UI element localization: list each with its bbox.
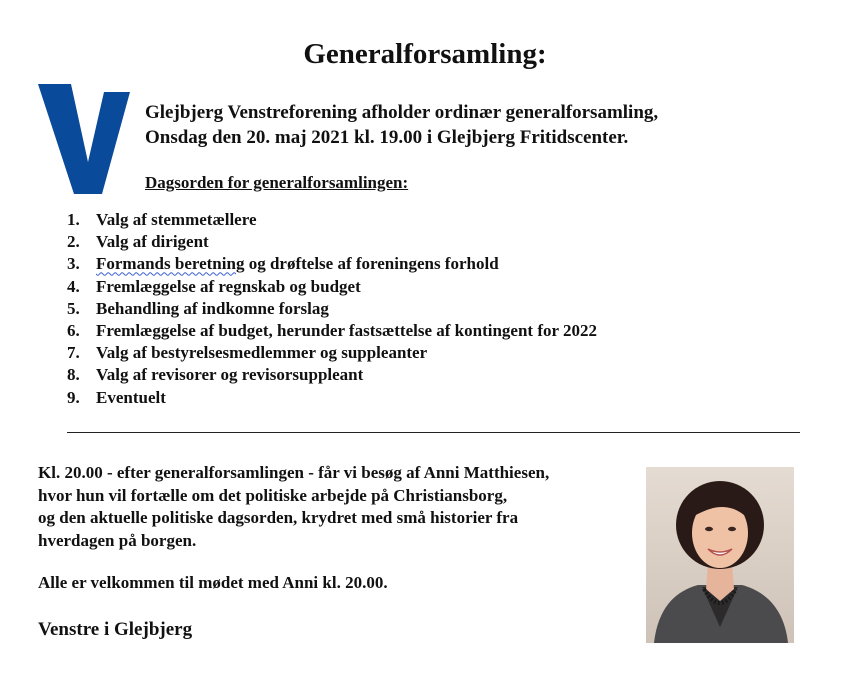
agenda-heading: Dagsorden for generalforsamlingen: (145, 173, 409, 192)
agenda-item: 8. Valg af revisorer og revisorsuppleant (67, 365, 364, 385)
speaker-photo (646, 467, 794, 643)
intro-line-2: Onsdag den 20. maj 2021 kl. 19.00 i Glejbjerg Fritidscenter. (145, 127, 629, 148)
agenda-item: 7. Valg af bestyrelsesmedlemmer og suppleanter (67, 343, 428, 363)
signature: Venstre i Glejbjerg (38, 619, 193, 640)
agenda-item: 4. Fremlæggelse af regnskab og budget (67, 276, 361, 296)
talk-paragraph (38, 462, 638, 552)
intro-text (145, 100, 658, 150)
talk-line: Kl. 20.00 - efter generalforsamlingen - får vi besøg af Anni Matthiesen, (38, 463, 550, 482)
agenda-item: 9. Eventuelt (67, 387, 166, 407)
agenda-item: 1. Valg af stemmetællere (67, 210, 257, 229)
welcome-text: Alle er velkommen til mødet med Anni kl. 20.00. (38, 573, 388, 592)
talk-line: og den aktuelle politiske dagsorden, krydret med små historier fra (38, 508, 519, 527)
agenda-list (67, 209, 597, 409)
talk-line: hverdagen på borgen. (38, 530, 197, 550)
divider (67, 432, 800, 433)
talk-line: hvor hun vil fortælle om det politiske arbejde på Christiansborg, (38, 485, 508, 505)
venstre-logo-icon (38, 84, 130, 194)
agenda-item: 5. Behandling af indkomne forslag (67, 298, 329, 318)
intro-line-1: Glejbjerg Venstreforening afholder ordinær generalforsamling, (145, 102, 659, 123)
agenda-item: 3. Formands beretning og drøftelse af foreningens forhold (67, 254, 499, 274)
spellcheck-marked-text: Formands beretning (96, 254, 245, 274)
agenda-item: 6. Fremlæggelse af budget, herunder fastsættelse af kontingent for 2022 (67, 320, 597, 340)
page-title: Generalforsamling: (303, 38, 547, 70)
agenda-item: 2. Valg af dirigent (67, 232, 209, 252)
